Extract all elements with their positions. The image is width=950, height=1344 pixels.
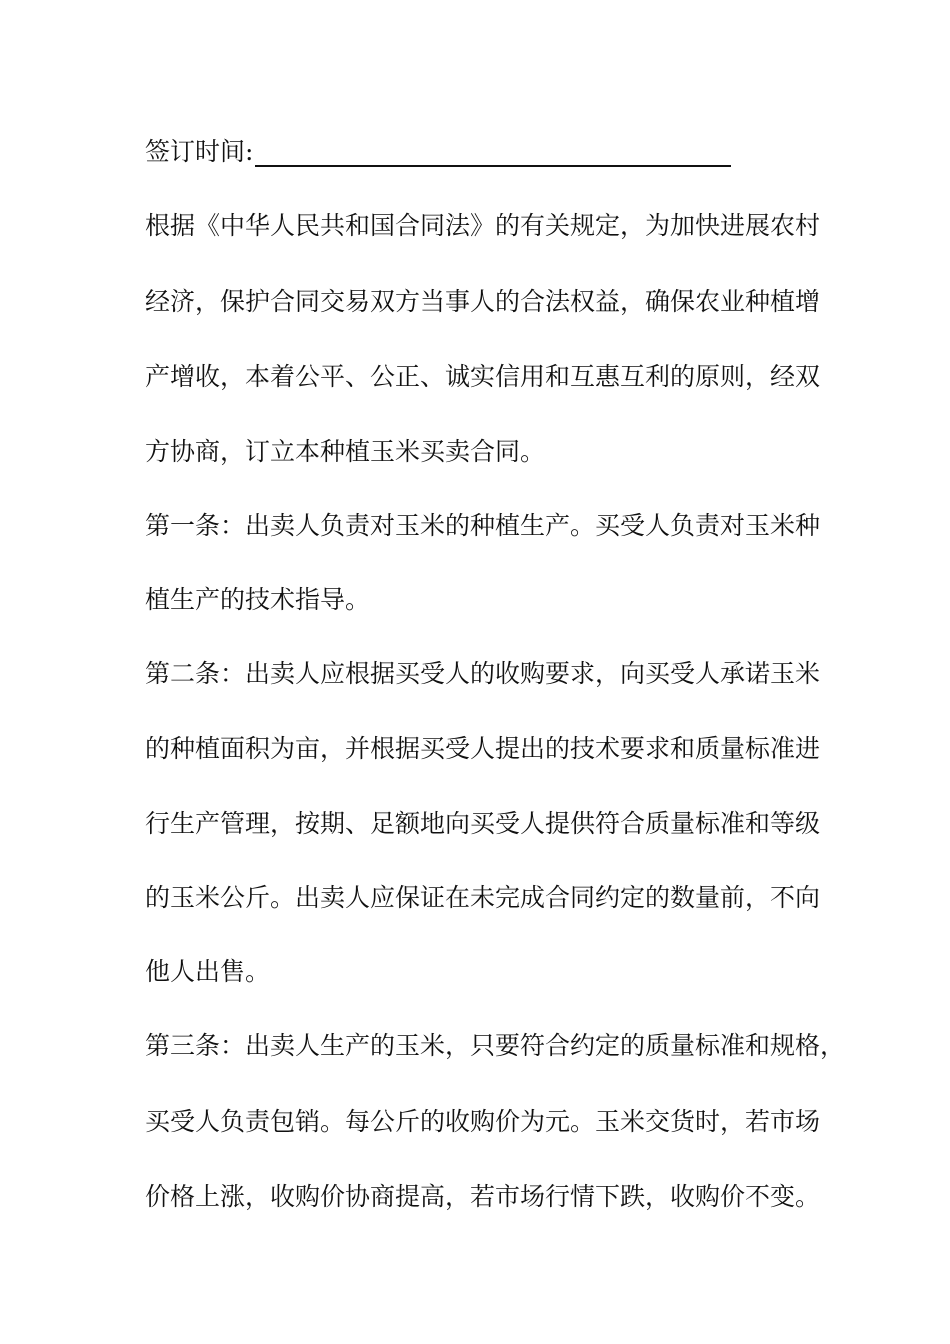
article-1-line: 第一条：出卖人负责对玉米的种植生产。买受人负责对玉米种 bbox=[145, 511, 821, 540]
article-3-line: 买受人负责包销。每公斤的收购价为元。玉米交货时，若市场 bbox=[145, 1107, 821, 1136]
article-3-line: 第三条：出卖人生产的玉米，只要符合约定的质量标准和规格， bbox=[145, 1031, 846, 1060]
article-2-line: 的种植面积为亩，并根据买受人提出的技术要求和质量标准进 bbox=[145, 734, 821, 763]
paragraph-line: 方协商，订立本种植玉米买卖合同。 bbox=[145, 437, 546, 466]
paragraph-line: 产增收，本着公平、公正、诚实信用和互惠互利的原则，经双 bbox=[145, 362, 821, 391]
paragraph-line: 根据《中华人民共和国合同法》的有关规定，为加快进展农村 bbox=[145, 211, 821, 240]
article-1-line: 植生产的技术指导。 bbox=[145, 585, 371, 614]
article-2-line: 行生产管理，按期、足额地向买受人提供符合质量标准和等级 bbox=[145, 809, 821, 838]
article-2-line: 第二条：出卖人应根据买受人的收购要求，向买受人承诺玉米 bbox=[145, 659, 821, 688]
paragraph-line: 经济，保护合同交易双方当事人的合法权益，确保农业种植增 bbox=[145, 287, 821, 316]
article-2-line: 的玉米公斤。出卖人应保证在未完成合同约定的数量前，不向 bbox=[145, 883, 821, 912]
sign-time-row bbox=[145, 137, 731, 167]
sign-time-label: 签订时间: bbox=[145, 137, 254, 166]
article-3-line: 价格上涨，收购价协商提高，若市场行情下跌，收购价不变。 bbox=[145, 1182, 821, 1211]
article-2-line: 他人出售。 bbox=[145, 957, 271, 986]
sign-time-blank-line bbox=[255, 141, 731, 167]
